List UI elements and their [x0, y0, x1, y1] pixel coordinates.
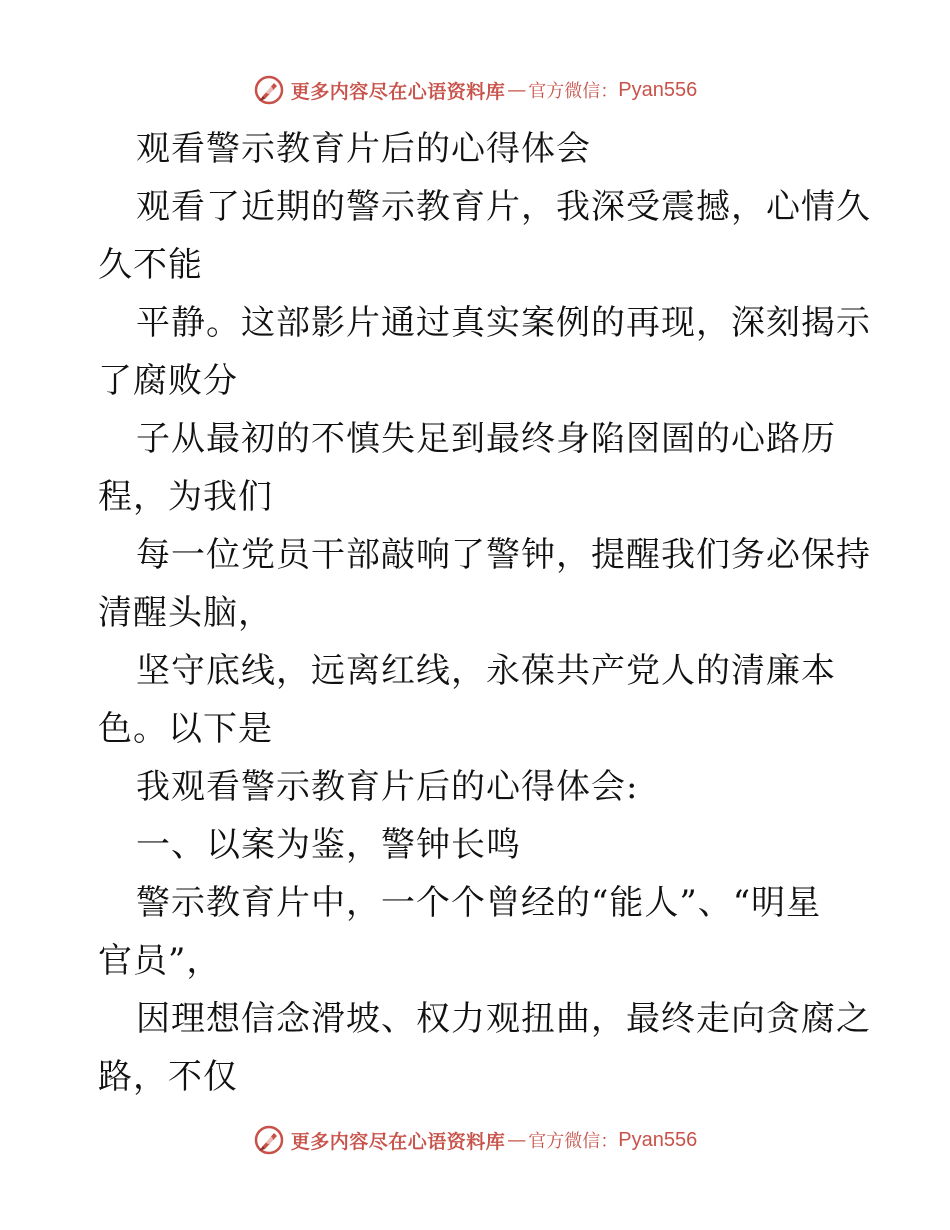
paragraph-line: 我观看警示教育片后的心得体会:: [136, 767, 639, 807]
banner-dash: —: [507, 79, 527, 101]
paragraph-line: 色。以下是: [98, 709, 273, 749]
banner-wechat-id: Pyan556: [618, 1128, 698, 1151]
paragraph-line: 因理想信念滑坡、权力观扭曲，最终走向贪腐之: [136, 999, 871, 1039]
paragraph-line: 每一位党员干部敲响了警钟，提醒我们务必保持: [136, 535, 871, 575]
banner-dash: —: [507, 1129, 527, 1151]
pen-logo-icon: [253, 1124, 285, 1156]
paragraph-line: 程，为我们: [98, 477, 273, 517]
paragraph-line: 观看了近期的警示教育片，我深受震撼，心情久: [136, 187, 871, 227]
banner-label: 官方微信：: [528, 1131, 619, 1152]
footer-banner: [0, 1120, 950, 1160]
paragraph-line: 久不能: [98, 245, 203, 285]
banner-text: 更多内容尽在心语资料库: [290, 80, 506, 103]
paragraph-line: 坚守底线，远离红线，永葆共产党人的清廉本: [136, 651, 836, 691]
paragraph-line: 路，不仅: [98, 1057, 238, 1097]
paragraph-line: 警示教育片中，一个个曾经的“能人”、“明星: [136, 883, 822, 923]
banner-label: 官方微信：: [528, 81, 619, 102]
document-title: 观看警示教育片后的心得体会: [136, 129, 591, 169]
banner-wechat-id: Pyan556: [618, 78, 698, 101]
banner-text: 更多内容尽在心语资料库: [290, 1130, 506, 1153]
paragraph-line: 子从最初的不慎失足到最终身陷囹圄的心路历: [136, 419, 836, 459]
document-body: [98, 120, 871, 1106]
paragraph-line: 官员”，: [98, 941, 222, 981]
paragraph-line: 清醒头脑，: [98, 593, 273, 633]
pen-logo-icon: [253, 74, 285, 106]
header-banner: [0, 70, 950, 110]
section-heading: 一、以案为鉴，警钟长鸣: [136, 825, 521, 865]
paragraph-line: 平静。这部影片通过真实案例的再现，深刻揭示: [136, 303, 871, 343]
paragraph-line: 了腐败分: [98, 361, 238, 401]
